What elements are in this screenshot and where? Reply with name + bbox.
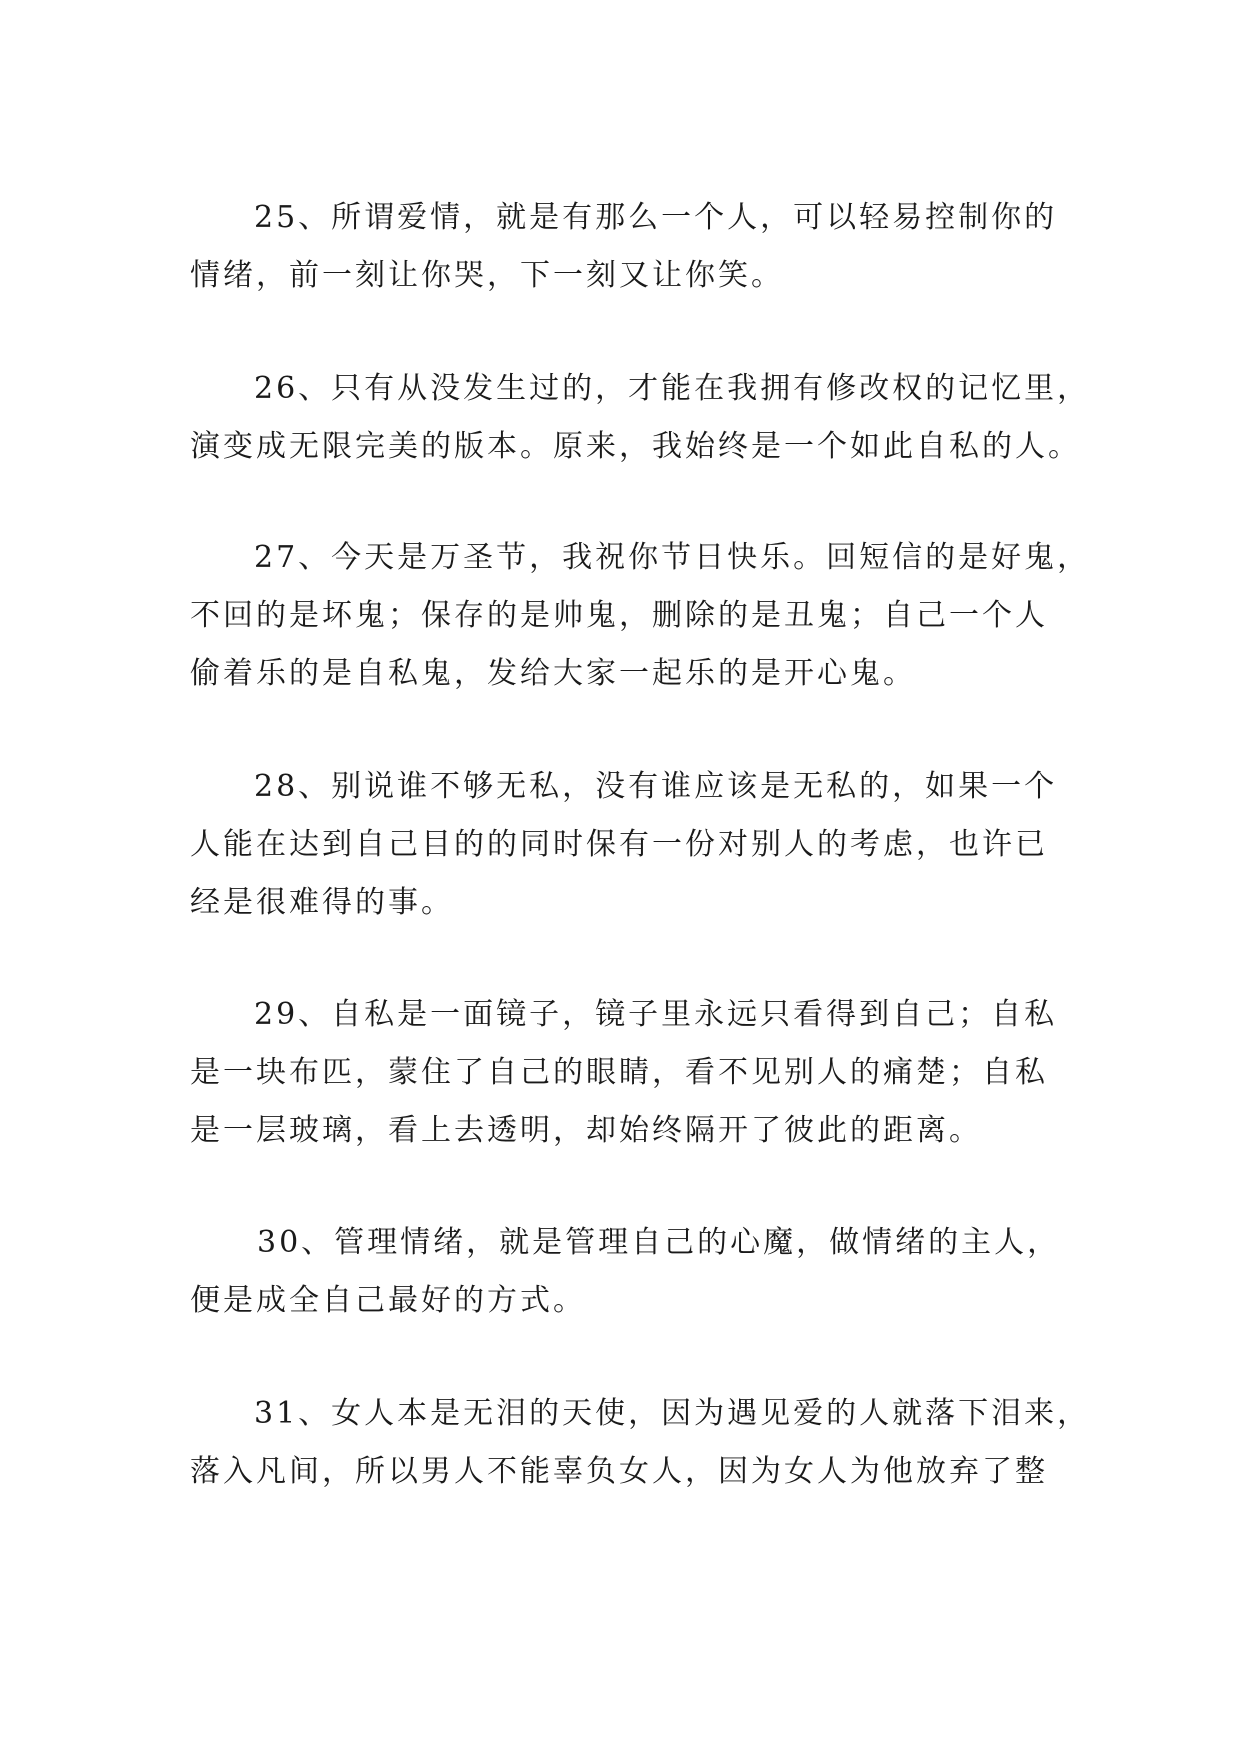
text-line: 25、所谓爱情，就是有那么一个人，可以轻易控制你的 bbox=[254, 200, 1058, 235]
text-line: 29、自私是一面镜子，镜子里永远只看得到自己；自私 bbox=[254, 997, 1058, 1032]
text-line: 情绪，前一刻让你哭，下一刻又让你笑。 bbox=[190, 258, 784, 293]
text-line: 是一块布匹，蒙住了自己的眼睛，看不见别人的痛楚；自私 bbox=[190, 1055, 1048, 1090]
paragraph-25 bbox=[190, 200, 1058, 293]
text-line: 30、管理情绪，就是管理自己的心魔，做情绪的主人， bbox=[257, 1225, 1061, 1260]
paragraph-31 bbox=[190, 1396, 1091, 1489]
paragraph-26 bbox=[190, 371, 1091, 464]
paragraph-29 bbox=[190, 997, 1058, 1148]
paragraph-27 bbox=[190, 540, 1091, 691]
text-line: 经是很难得的事。 bbox=[190, 885, 454, 920]
text-line: 31、女人本是无泪的天使，因为遇见爱的人就落下泪来， bbox=[254, 1396, 1091, 1431]
text-line: 28、别说谁不够无私，没有谁应该是无私的，如果一个 bbox=[254, 769, 1058, 804]
paragraph-30 bbox=[190, 1225, 1061, 1318]
text-line: 27、今天是万圣节，我祝你节日快乐。回短信的是好鬼， bbox=[254, 540, 1091, 575]
text-line: 便是成全自己最好的方式。 bbox=[190, 1283, 586, 1318]
text-line: 人能在达到自己目的的同时保有一份对别人的考虑，也许已 bbox=[190, 827, 1048, 862]
text-line: 演变成无限完美的版本。原来，我始终是一个如此自私的人。 bbox=[190, 429, 1081, 464]
text-line: 是一层玻璃，看上去透明，却始终隔开了彼此的距离。 bbox=[190, 1113, 982, 1148]
text-line: 26、只有从没发生过的，才能在我拥有修改权的记忆里， bbox=[254, 371, 1091, 406]
paragraph-28 bbox=[190, 769, 1058, 920]
text-line: 不回的是坏鬼；保存的是帅鬼，删除的是丑鬼；自己一个人 bbox=[190, 598, 1048, 633]
text-line: 偷着乐的是自私鬼，发给大家一起乐的是开心鬼。 bbox=[190, 656, 916, 691]
text-line: 落入凡间，所以男人不能辜负女人，因为女人为他放弃了整 bbox=[190, 1454, 1048, 1489]
